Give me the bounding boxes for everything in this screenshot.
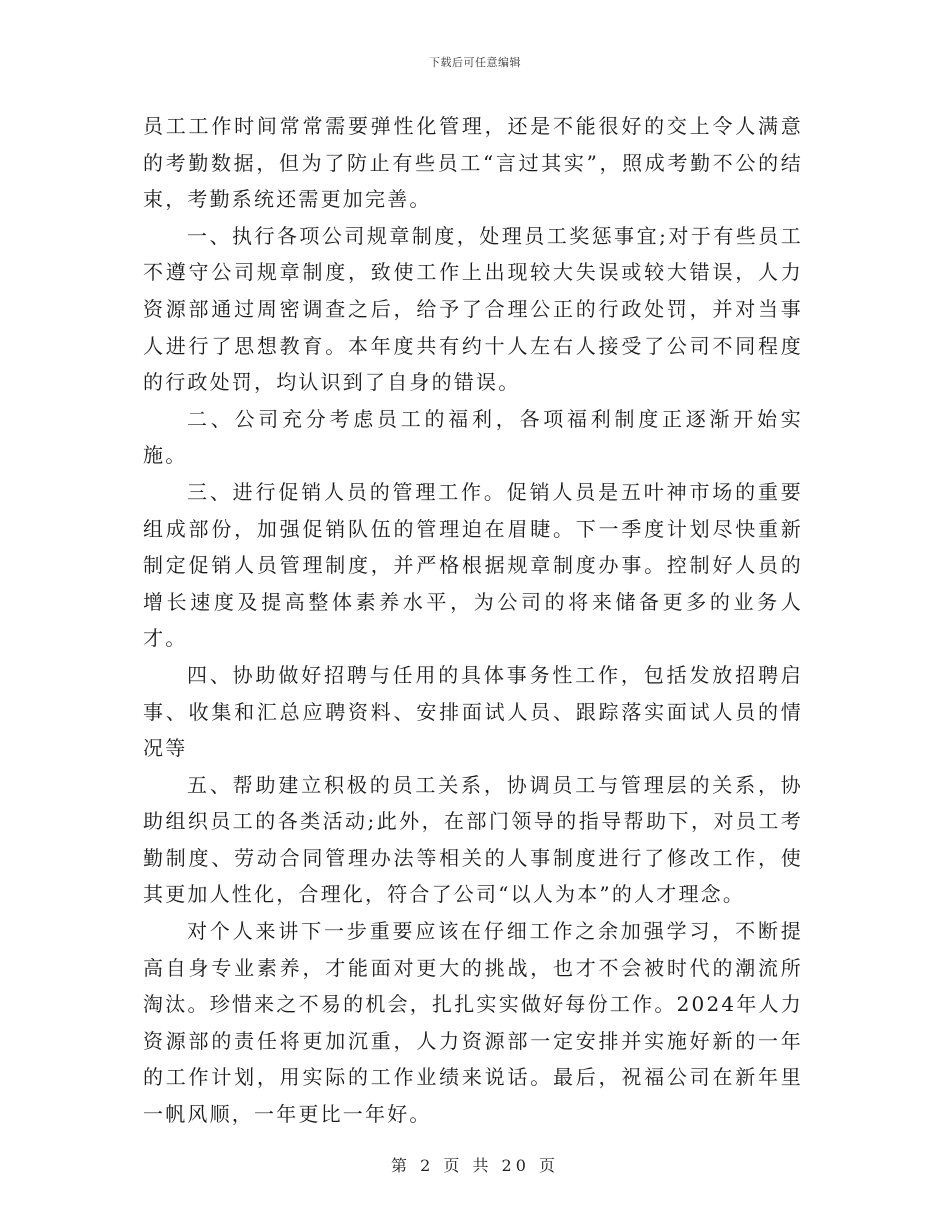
paragraph-3: 二、公司充分考虑员工的福利，各项福利制度正逐渐开始实施。: [143, 406, 803, 468]
page-number-footer: 第 2 页 共 20 页: [391, 1156, 559, 1175]
paragraph-2: 一、执行各项公司规章制度，处理员工奖惩事宜;对于有些员工不遵守公司规章制度，致使工作上出现较大失误或较大错误，人力资源部通过周密调查之后，给予了合理公正的行政处罚，并对当事人进行了思想教育。本年度共有约十人左右人接受了公司不同程度的行政处罚，均认识到了自身的错误。: [143, 223, 803, 395]
paragraph-5: 四、协助做好招聘与任用的具体事务性工作，包括发放招聘启事、收集和汇总应聘资料、安排面试人员、跟踪落实面试人员的情况等: [143, 662, 803, 761]
paragraph-1: 员工工作时间常常需要弹性化管理，还是不能很好的交上令人满意的考勤数据，但为了防止有些员工“言过其实”，照成考勤不公的结束，考勤系统还需更加完善。: [143, 114, 803, 212]
paragraph-7: 对个人来讲下一步重要应该在仔细工作之余加强学习，不断提高自身专业素养，才能面对更大的挑战，也才不会被时代的潮流所淘汰。珍惜来之不易的机会，扎扎实实做好每份工作。2024年人力资源部的责任将更加沉重，人力资源部一定安排并实施好新的一年的工作计划，用实际的工作业绩来说话。最后，祝福公司在新年里一帆风顺，一年更比一年好。: [143, 919, 803, 1127]
paragraph-4: 三、进行促销人员的管理工作。促销人员是五叶神市场的重要组成部份，加强促销队伍的管理迫在眉睫。下一季度计划尽快重新制定促销人员管理制度，并严格根据规章制度办事。控制好人员的增长速度及提高整体素养水平，为公司的将来储备更多的业务人才。: [143, 479, 803, 651]
page-header: 下载后可任意编辑: [429, 56, 521, 69]
paragraph-6: 五、帮助建立积极的员工关系，协调员工与管理层的关系，协助组织员工的各类活动;此外，在部门领导的指导帮助下，对员工考勤制度、劳动合同管理办法等相关的人事制度进行了修改工作，使其更加人性化，合理化，符合了公司“以人为本”的人才理念。: [143, 772, 803, 907]
document-body: [143, 108, 803, 1133]
